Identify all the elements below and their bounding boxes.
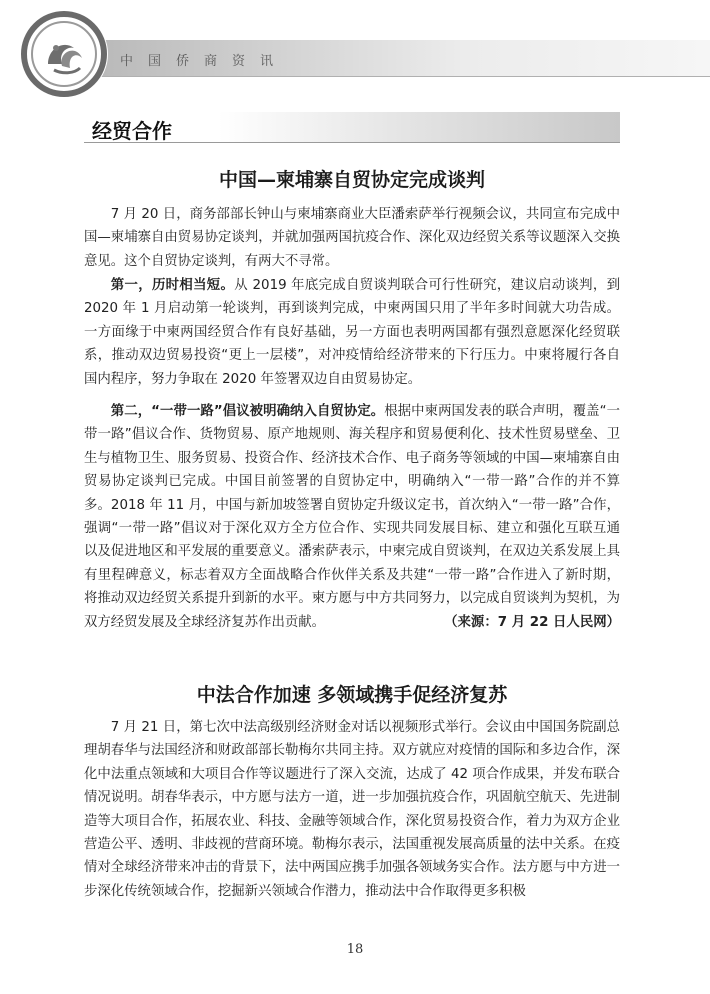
page-number: 18 [346, 942, 364, 957]
article1-paragraph-3-body: 根据中柬两国发表的联合声明，覆盖“一带一路”倡议合作、货物贸易、原产地规则、海关程序和贸易便利化、技术性贸易壁垒、卫生与植物卫生、服务贸易、投资合作、经济技术合作、电子商务等领域的中国—柬埔寨自由贸易协定谈判已完成。中国目前签署的自贸协定中，明确纳入“一带一路”合作的并不算多。2018 年 11 月，中国与新加坡签署自贸协定升级议定书，首次纳入“一带一路”合作，强调“一带一路”倡议对于深化双方全方位合作、实现共同发展目标、建立和强化互联互通以及促进地区和平发展的重要意义。潘索萨表示，中柬完成自贸谈判，在双边关系发展上具有里程碑意义，标志着双方全面战略合作伙伴关系及共建“一带一路”合作进入了新时期，将推动双边经贸关系提升到新的水平。柬方愿与中方共同努力，以完成自贸谈判为契机，为双方经贸发展及全球经济复苏作出贡献。 [84, 404, 621, 630]
header-title: 中国侨商资讯 [120, 54, 289, 69]
article1-lead-2: 第二，“一带一路”倡议被明确纳入自贸协定。 [110, 404, 385, 419]
article1-paragraph-2 [84, 274, 620, 391]
article1-paragraph-3 [84, 400, 620, 634]
article-title-cambodia: 中国—柬埔寨自贸协定完成谈判 [218, 169, 485, 191]
logo-emblem-icon [18, 8, 110, 100]
section-heading [84, 112, 620, 143]
article-title-france: 中法合作加速 多领域携手促经济复苏 [196, 684, 508, 706]
section-title: 经贸合作 [92, 119, 172, 143]
article1-lead-1: 第一，历时相当短。 [110, 278, 235, 293]
article1-source: （来源：7 月 22 日人民网） [444, 614, 620, 630]
article1-paragraph-2-body: 从 2019 年底完成自贸谈判联合可行性研究，建议启动谈判，到 2020 年 1 月启动第一轮谈判，再到谈判完成，中柬两国只用了半年多时间就大功告成。一方面缘于中柬两国经贸合作有良好基础，另一方面也表明两国都有强烈意愿深化经贸联系，推动双边贸易投资“更上一层楼”，对冲疫情给经济带来的下行压力。中柬将履行各自国内程序，努力争取在 2020 年签署双边自由贸易协定。 [84, 278, 621, 387]
article2-paragraph-1: 7 月 21 日，第七次中法高级别经济财金对话以视频形式举行。会议由中国国务院副总理胡春华与法国经济和财政部部长勒梅尔共同主持。双方就应对疫情的国际和多边合作，深化中法重点领域和大项目合作等议题进行了深入交流，达成了 42 项合作成果，并发布联合情况说明。胡春华表示，中方愿与法方一道，进一步加强抗疫合作，巩固航空航天、先进制造等大项目合作，拓展农业、科技、金融等领域合作，深化贸易投资合作，着力为双方企业营造公平、透明、非歧视的营商环境。勒梅尔表示，法国重视发展高质量的法中关系。在疫情对全球经济带来冲击的背景下，法中两国应携手加强各领域务实合作。法方愿与中方进一步深化传统领域合作，挖掘新兴领域合作潜力，推动法中合作取得更多积极 [84, 720, 620, 899]
article1-paragraph-1: 7 月 20 日，商务部部长钟山与柬埔寨商业大臣潘索萨举行视频会议，共同宣布完成中国—柬埔寨自由贸易协定谈判，并就加强两国抗疫合作、深化双边经贸关系等议题深入交换意见。这个自贸协定谈判，有两大不寻常。 [84, 207, 620, 269]
